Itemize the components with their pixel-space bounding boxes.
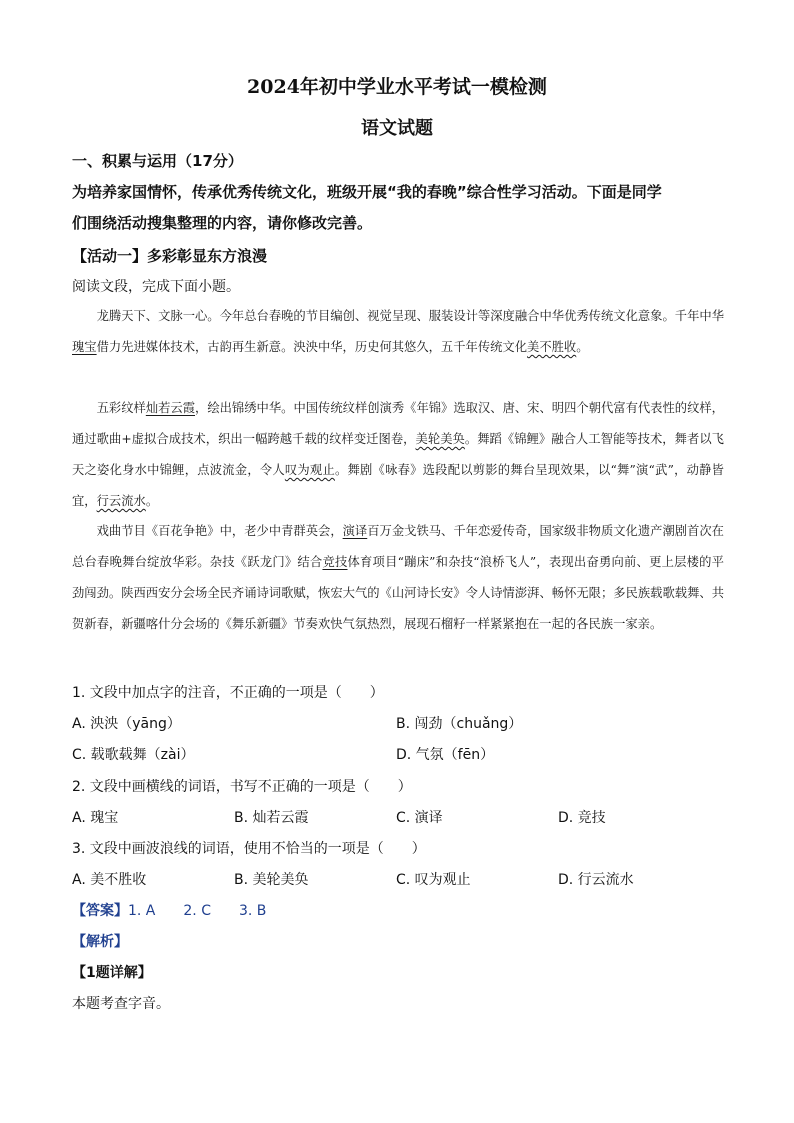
underlined-word: 灿若云霞 [145,401,196,415]
q1-option-b: B. 闯劲（chuǎng） [396,716,523,732]
q1-option-a: A. 泱泱（yāng） [72,716,181,732]
underlined-word: 演译 [342,524,368,538]
wavy-word: 美不胜收 [527,340,577,354]
exam-subtitle: 语文试题 [361,118,433,139]
passage-paragraph-1: 龙腾天下、文脉一心。今年总台春晚的节目编创、视觉呈现、服装设计等深度融合中华优秀传统文化意象。千年中华瑰宝借力先进媒体技术，古韵再生新意。泱泱中华，历史何其悠久，五千年传统文化美不胜收。 [72,309,724,354]
answer-values: 1. A 2. C 3. B [128,903,267,919]
q2-option-a: A. 瑰宝 [72,810,119,826]
detail-heading: 【1题详解】 [72,965,152,981]
question-1-stem: 1. 文段中加点字的注音，不正确的一项是（ ） [72,685,384,701]
question-2-stem: 2. 文段中画横线的词语，书写不正确的一项是（ ） [72,779,412,795]
activity-heading: 【活动一】多彩彰显东方浪漫 [72,247,268,265]
q2-option-c: C. 演译 [396,810,443,826]
passage-paragraph-3: 戏曲节目《百花争艳》中，老少中青群英会，演译百万金戈铁马、千年恋爱传奇，国家级非物质文化遗产潮剧首次在总台春晚舞台绽放华彩。杂技《跃龙门》结合竞技体育项目“蹦床”和杂技“浪桥飞人”，表现出奋勇向前、更上层楼的平劲闯劲。陕西西安分会场全民齐诵诗词歌赋，恢宏大气的《山河诗长安》令人诗情澎湃、畅怀无限；多民族载歌载舞、共贺新春，新疆喀什分会场的《舞乐新疆》节奏欢快气氛热烈，展现石榴籽一样紧紧抱在一起的各民族一家亲。 [72,524,724,631]
exam-title: 2024年初中学业水平考试一模检测 [247,76,547,98]
section-heading: 一、积累与运用（17分） [72,152,243,170]
q3-option-d: D. 行云流水 [558,872,634,888]
reading-instruction: 阅读文段，完成下面小题。 [72,279,240,295]
q3-option-c: C. 叹为观止 [396,872,471,888]
wavy-word: 行云流水 [96,494,146,508]
answer-label: 【答案】 [72,903,128,919]
passage-paragraph-2: 五彩纹样灿若云霞，绘出锦绣中华。中国传统纹样创演秀《年锦》选取汉、唐、宋、明四个朝代富有代表性的纹样，通过歌曲+虚拟合成技术，织出一幅跨越千载的纹样变迁图卷，美轮美奂。舞蹈《锦鲤》融合人工智能等技术，舞者以飞天之姿化身水中锦鲤，点波流金，令人叹为观止。舞剧《咏春》选段配以剪影的舞台呈现效果，以“舞”演“武”，动静皆宜，行云流水。 [72,401,724,508]
q3-option-b: B. 美轮美奂 [234,872,309,888]
q1-option-d: D. 气氛（fēn） [396,747,495,763]
q3-option-a: A. 美不胜收 [72,872,147,888]
analysis-label: 【解析】 [72,934,128,950]
wavy-word: 美轮美奂 [415,432,465,446]
q2-option-d: D. 竞技 [558,810,606,826]
wavy-word: 叹为观止 [284,463,335,477]
answer-line [72,900,266,920]
detail-text: 本题考查字音。 [72,996,170,1012]
underlined-word: 瑰宝 [72,340,97,354]
question-3-stem: 3. 文段中画波浪线的词语，使用不恰当的一项是（ ） [72,841,426,857]
intro-line-1: 为培养家国情怀，传承优秀传统文化，班级开展“我的春晚”综合性学习活动。下面是同学 [72,183,662,201]
intro-line-2: 们围绕活动搜集整理的内容，请你修改完善。 [72,214,373,232]
q1-option-c: C. 载歌载舞（zài） [72,747,195,763]
underlined-word: 竞技 [322,555,348,569]
q2-option-b: B. 灿若云霞 [234,810,309,826]
